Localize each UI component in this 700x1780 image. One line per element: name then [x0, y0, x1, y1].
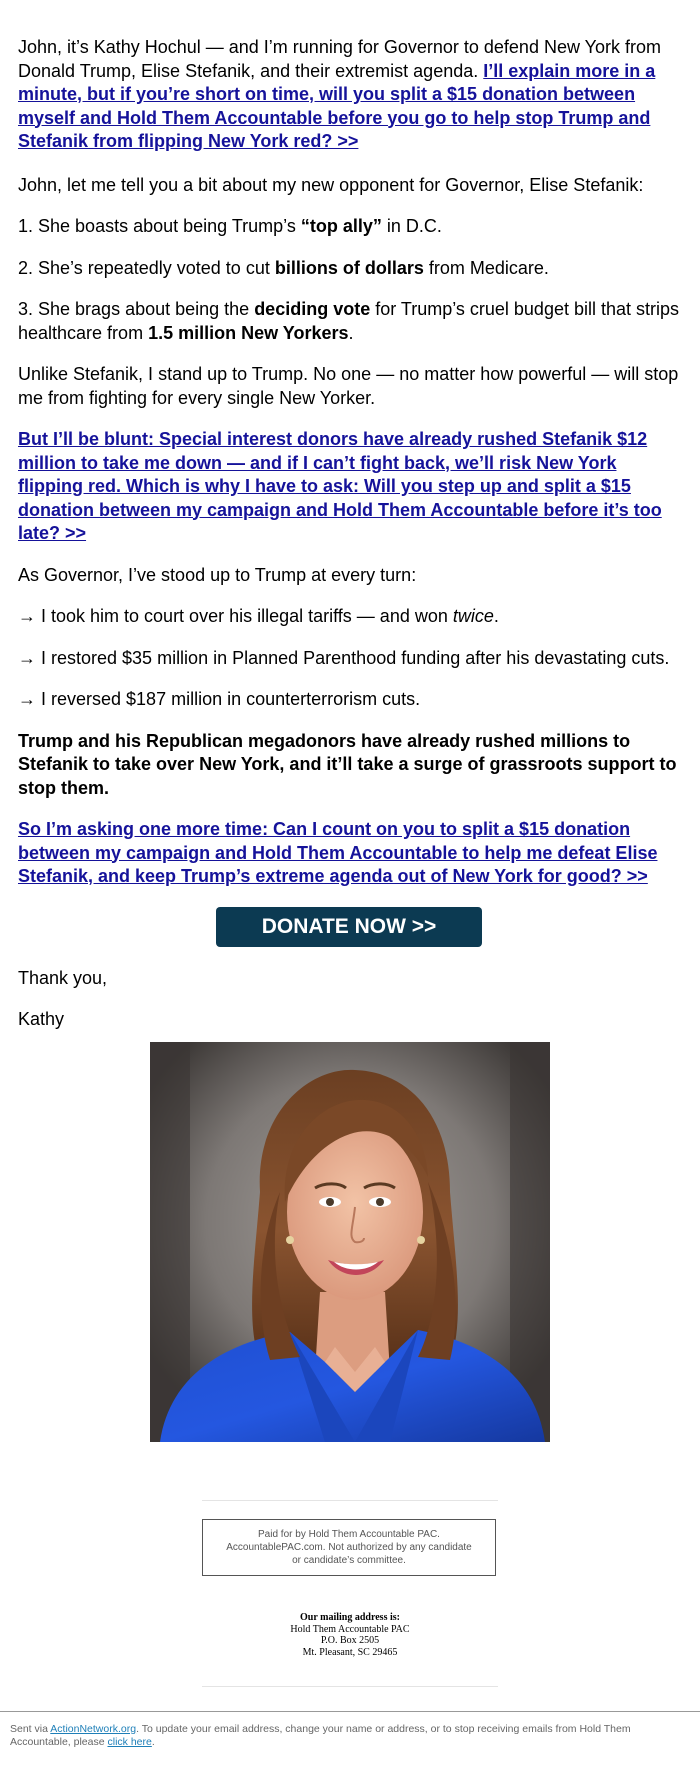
divider-top: [202, 1500, 498, 1501]
portrait-illustration: [150, 1042, 550, 1442]
arrow-item-2: → I restored $35 million in Planned Parenthood funding after his devastating cuts.: [18, 647, 670, 668]
divider-bottom: [202, 1686, 498, 1687]
signature: Kathy: [18, 1009, 65, 1029]
actionnetwork-link[interactable]: ActionNetwork.org: [50, 1723, 137, 1735]
arrow-item-1-text: → I took him to court over his illegal tariffs — and won: [18, 606, 453, 626]
email-body: [18, 36, 682, 1050]
point-3: [18, 298, 682, 345]
point-1: [18, 215, 682, 239]
bold-paragraph-text: Trump and his Republican megadonors have already rushed millions to Stefanik to take over New York, and it’ll take a surge of grassroots support to stop them.: [18, 730, 677, 798]
bold-paragraph: [18, 730, 682, 801]
arrow-item-3: → I reversed $187 million in counterterrorism cuts.: [18, 689, 421, 709]
point-3-bold-2: 1.5 million New Yorkers: [148, 322, 349, 343]
arrow-item-1-tail: .: [493, 606, 499, 626]
point-3-bold-1: deciding vote: [254, 299, 371, 319]
footer-suffix: .: [151, 1736, 155, 1748]
donate-now-button[interactable]: DONATE NOW >>: [216, 907, 482, 947]
governor-intro: As Governor, I’ve stood up to Trump at every turn:: [18, 564, 417, 585]
footer-prefix: Sent via: [10, 1723, 51, 1735]
point-1-bold: “top ally”: [300, 216, 382, 236]
point-2-text: 2. She’s repeatedly voted to cut: [18, 257, 275, 278]
arrow-item-1: [18, 605, 682, 629]
footer: [10, 1723, 680, 1749]
point-3-middle: for Trump’s cruel budget bill that strips healthcare from: [18, 299, 680, 343]
intro-donate-link[interactable]: I’ll explain more in a minute, but if you’re short on time, will you split a $15 donation between myself and Hold Them Accountable before you go to help stop Trump and Stefanik from flipping New York red? >>: [18, 60, 656, 151]
blunt-donate-link[interactable]: But I’ll be blunt: Special interest donors have already rushed Stefanik $12 million to take me down — and if I can’t fight back, we’ll risk New York flipping red. Which is why I have to ask: Will you step up and split a $15 donation between my campaign and Hold Them Accountable before it’s too late? >>: [18, 429, 662, 543]
candidate-portrait: [150, 1042, 550, 1442]
intro-text: John, it’s Kathy Hochul — and I’m running for Governor to defend New York from Donald Trump, Elise Stefanik, and their extremist agenda.: [18, 37, 661, 81]
thank-you: Thank you,: [18, 967, 108, 988]
point-2: [18, 257, 682, 281]
point-1-tail: in D.C.: [381, 216, 442, 236]
opponent-intro: John, let me tell you a bit about my new opponent for Governor, Elise Stefanik:: [18, 174, 644, 195]
point-3-tail: .: [348, 322, 354, 343]
mailing-heading: [202, 1612, 498, 1624]
blunt-paragraph: [18, 428, 682, 546]
mailing-line-3: Mt. Pleasant, SC 29465: [302, 1646, 398, 1658]
point-2-tail: from Medicare.: [423, 257, 549, 278]
mailing-line-2: P.O. Box 2505: [320, 1635, 380, 1646]
unlike-paragraph: Unlike Stefanik, I stand up to Trump. No one — no matter how powerful — will stop me from fighting for every single New Yorker.: [18, 364, 679, 408]
disclaimer-box: Paid for by Hold Them Accountable PAC. AccountablePAC.com. Not authorized by any candidate or candidate’s committee.: [202, 1519, 496, 1576]
donate-button-row: [18, 907, 682, 947]
ask-donate-link[interactable]: So I’m asking one more time: Can I count on you to split a $15 donation between my campaign and Hold Them Accountable to help me defeat Elise Stefanik, and keep Trump’s extreme agenda out of New York for good? >>: [18, 819, 658, 886]
point-3-text: 3. She brags about being the: [18, 299, 255, 319]
unsubscribe-link[interactable]: click here: [107, 1736, 152, 1748]
mailing-line-1: Hold Them Accountable PAC: [290, 1623, 410, 1635]
point-2-bold: billions of dollars: [274, 257, 424, 278]
mailing-address: [202, 1612, 498, 1658]
footer-divider: [0, 1711, 700, 1712]
mailing-heading-text: Our mailing address is:: [300, 1612, 400, 1623]
point-1-text: 1. She boasts about being Trump’s: [18, 216, 301, 236]
arrow-item-1-italic: twice: [452, 606, 494, 626]
ask-paragraph: [18, 818, 682, 889]
footer-middle: . To update your email address, change your name or address, or to stop receiving emails from Hold Them Accountable, please: [10, 1723, 631, 1748]
intro-paragraph: [18, 36, 682, 154]
